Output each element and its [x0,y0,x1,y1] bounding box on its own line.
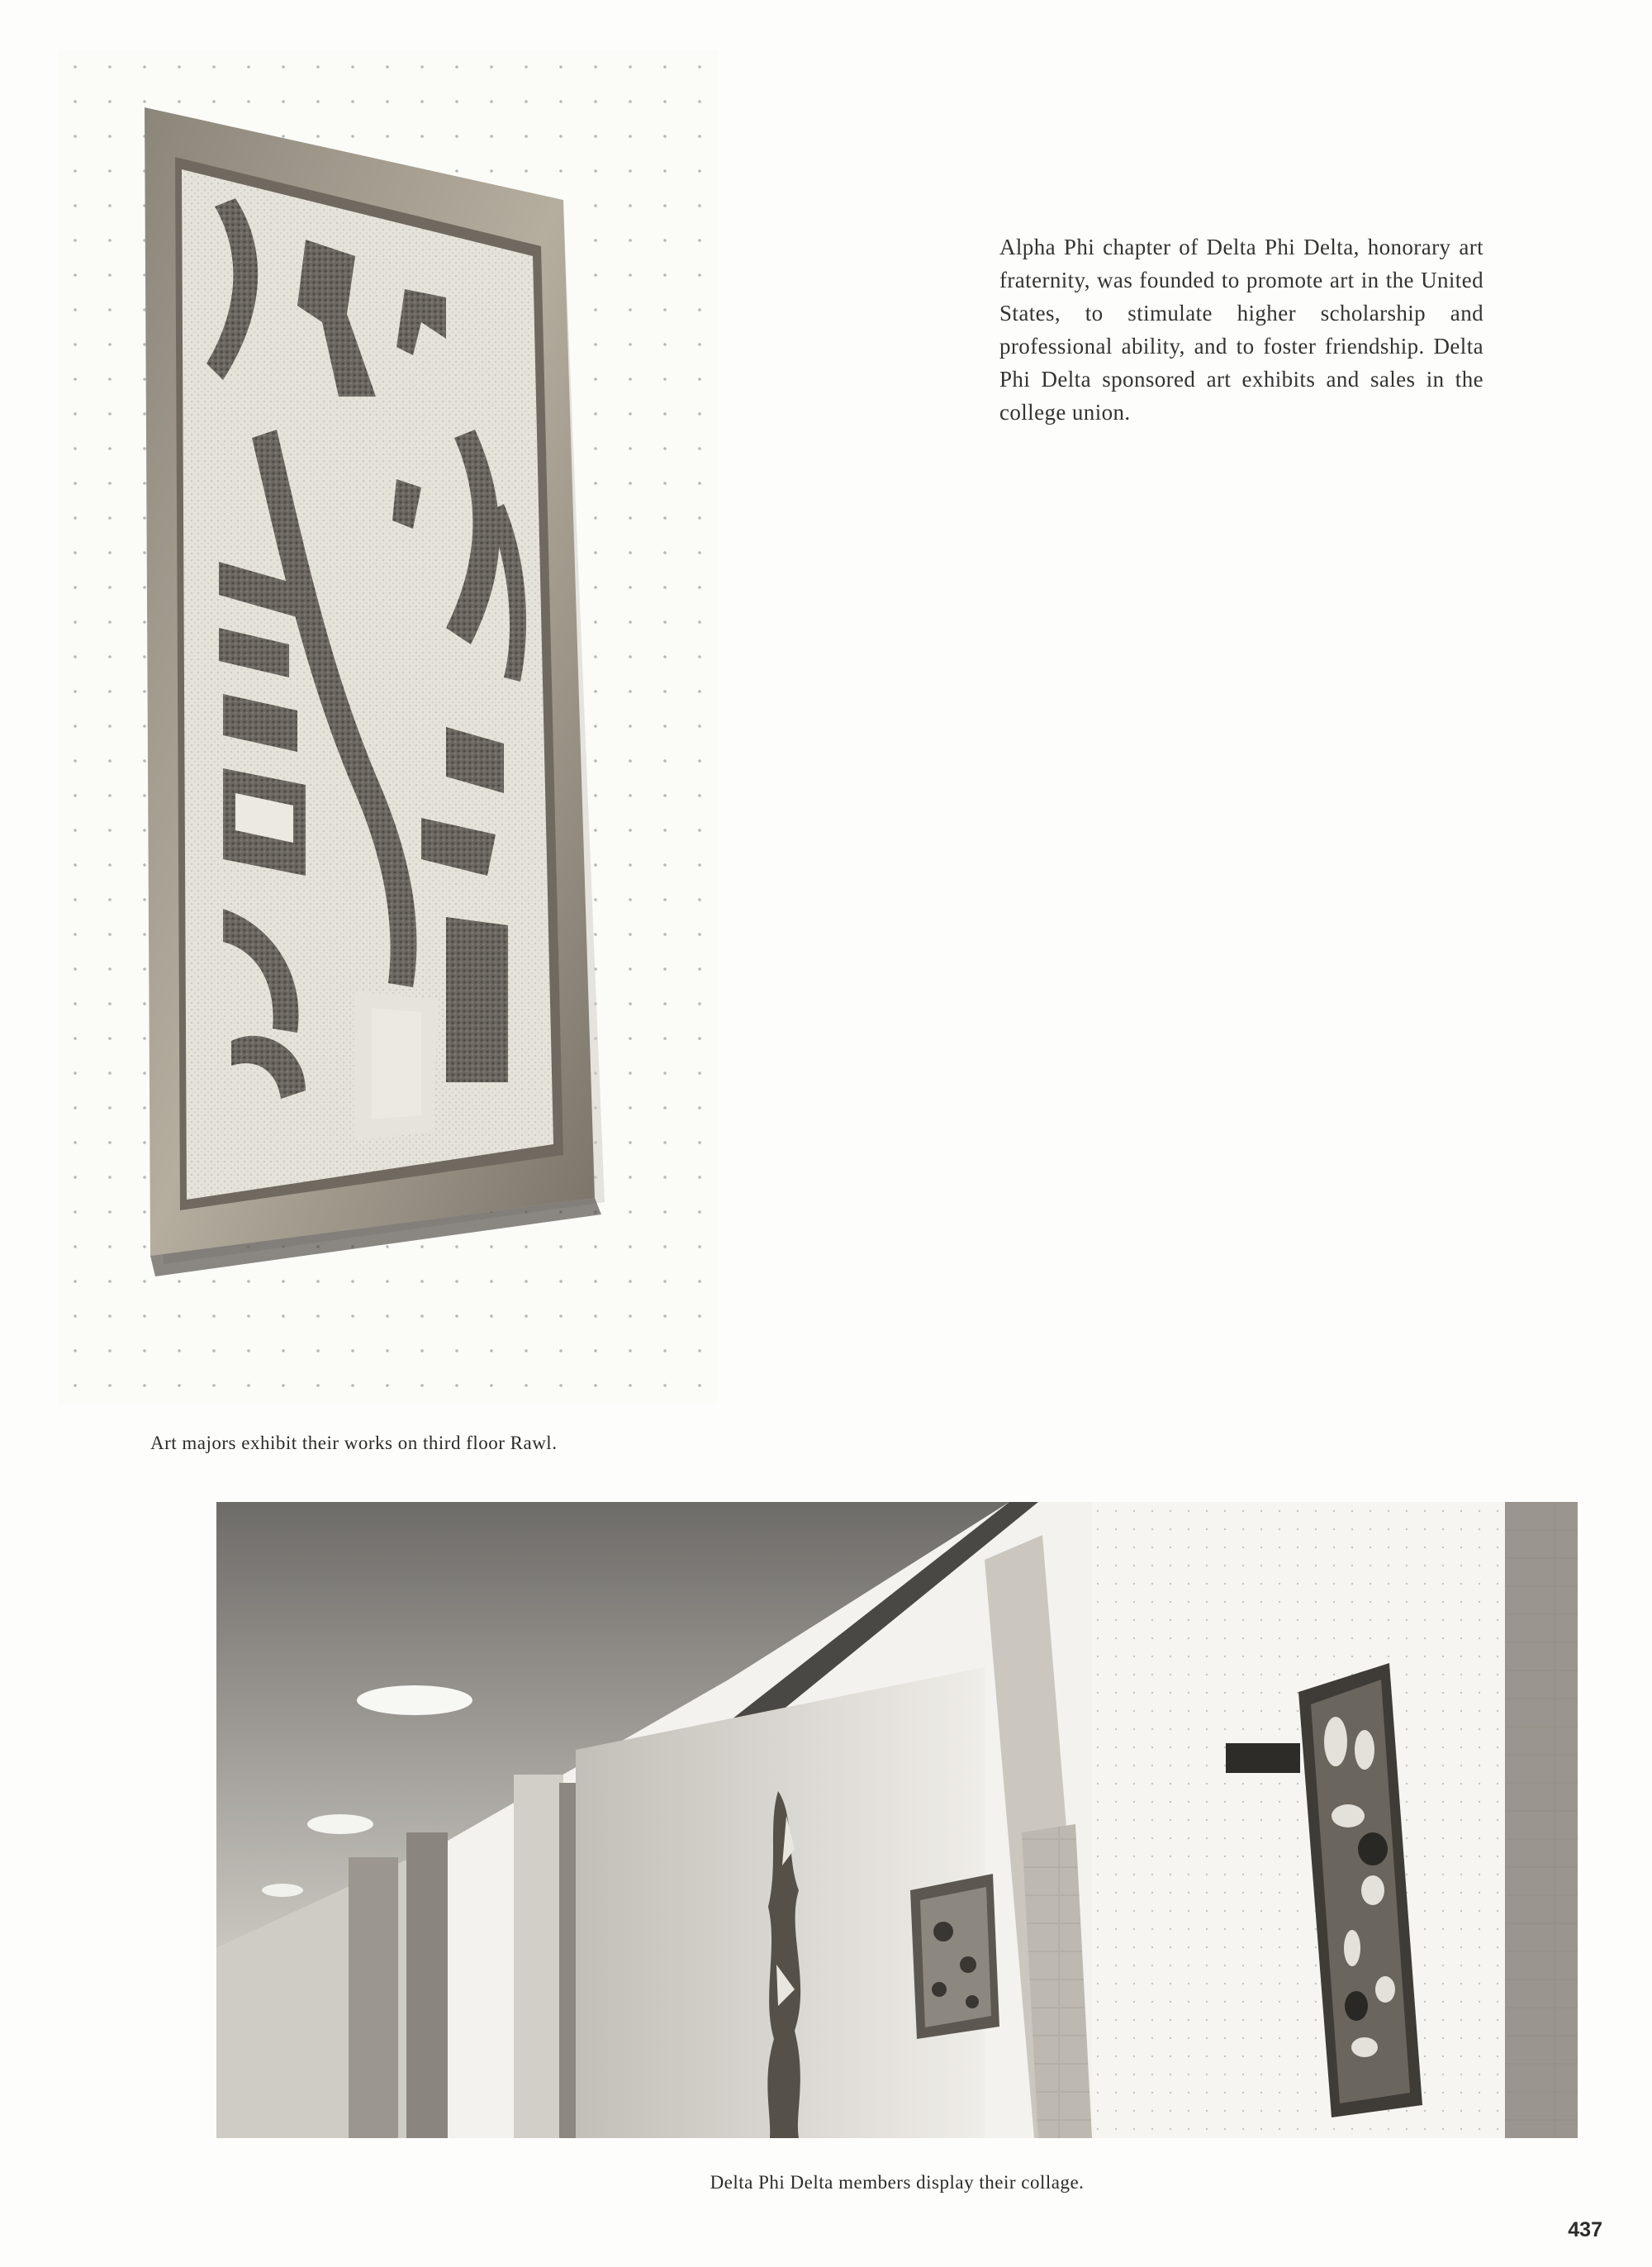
bottom-photo-caption: Delta Phi Delta members display their collage. [710,2172,1085,2193]
hallway-illustration [216,1502,1578,2138]
top-photo-caption: Art majors exhibit their works on third floor Rawl. [150,1433,558,1453]
artwork-photo [58,50,719,1404]
framed-artwork-illustration [58,50,719,1404]
page-number: 437 [1568,2218,1602,2241]
hallway-photo [216,1502,1578,2138]
article-paragraph: Alpha Phi chapter of Delta Phi Delta, honorary art fraternity, was founded to promote art in the United States, to stimulate higher scholarship and professional ability, and to foster friendship. Delta Phi Delta sponsored art exhibits and sales in the college union. [999,235,1483,425]
